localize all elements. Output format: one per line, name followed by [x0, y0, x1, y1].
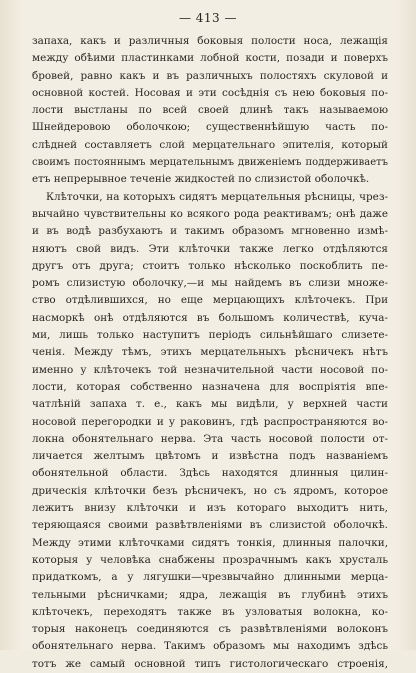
text-line: няютъ свой видъ. Эти клѣточки также легко отдѣляются [32, 242, 388, 255]
text-line: бровей, равно какъ и въ различныхъ полостяхъ скуловой и [32, 69, 388, 82]
text-line: лежитъ внизу клѣточки и изъ котораго выходитъ нить, [32, 502, 388, 515]
text-line: ми, лишь только наступитъ періодъ сильнѣйшаго слизете- [32, 329, 388, 342]
text-line: Шнейдеровою оболочкою; существеннѣйшую часть по- [32, 121, 388, 134]
text-line: теряющаяся своими развѣтвленіями въ слизистой оболочкѣ. [32, 519, 388, 532]
text-line: насморкѣ онѣ отдѣляются въ большомъ количествѣ, куча- [32, 311, 388, 324]
text-line: основной костей. Носовая и эти сосѣднія съ нею боковыя по- [32, 86, 388, 99]
text-line: носовой перегородки и у раковинъ, гдѣ распространяются во- [32, 415, 388, 428]
body-text [32, 33, 388, 673]
text-line: вычайно чувствительны ко всякого рода реактивамъ; онѣ даже [32, 207, 388, 220]
text-line: другъ отъ друга; стоитъ только нѣсколько поскоблить пе- [32, 259, 388, 272]
text-line: торыя наконецъ соединяются съ развѣтвленіями волоконъ [32, 623, 388, 636]
text-line: дрическія клѣточки безъ рѣсничекъ, но съ ядромъ, которое [32, 484, 388, 497]
text-line: обонятельнаго нерва. Такимъ образомъ мы находимъ здѣсь [32, 640, 388, 653]
text-line: придаткомъ, а у лягушки—чрезвычайно длинными мерца- [32, 571, 388, 584]
text-line: ромъ слизистую оболочку,—и мы найдемъ въ слизи множе- [32, 277, 388, 290]
page-number: — 413 — [178, 11, 238, 25]
text-line: етъ непрерывное теченіе жидкостей по слизистой оболочкѣ. [32, 173, 370, 186]
text-line: ство отдѣлившихся, но еще мерцающихъ клѣточекъ. При [32, 294, 388, 307]
text-line: Клѣточки, на которыхъ сидятъ мерцательныя рѣсницы, чрез- [46, 190, 388, 203]
text-line: тельными рѣсничками; ядра, лежащія въ глубинѣ этихъ [32, 588, 388, 601]
text-line: клѣточекъ, переходятъ также въ узловатыя волокна, ко- [32, 605, 388, 618]
text-line: обонятельной области. Здѣсь находятся длинныя цилин- [32, 467, 388, 480]
text-line: Между этими клѣточками сидятъ тонкія, длинныя палочки, [32, 536, 388, 549]
text-line: своимъ постояннымъ мерцательнымъ движеніемъ поддерживаетъ [32, 157, 388, 169]
text-line: запаха, какъ и различныя боковыя полости носа, лежащія [32, 35, 388, 47]
text-line: которыя у человѣка снабжены прозрачнымъ какъ хрусталь [32, 553, 388, 566]
text-line: локна обонятельнаго нерва. Эта часть носовой полости от- [32, 432, 388, 445]
text-line: и въ водѣ разбухаютъ и такимъ образомъ мгновенно измѣ- [32, 225, 388, 238]
text-line: ченія. Между тѣмъ, этихъ мерцательныхъ рѣсничекъ нѣтъ [32, 346, 388, 359]
text-line: между обѣими пластинками лобной кости, позади и поверхъ [32, 52, 388, 65]
text-line: лости, которая собственно назначена для воспріятія впе- [32, 380, 388, 393]
text-line: личается желтымъ цвѣтомъ и извѣстна подъ названіемъ [32, 450, 388, 463]
text-line: слѣдней составляетъ слой мерцательнаго эпителія, который [32, 138, 388, 151]
text-line: именно у клѣточекъ той незначительной части носовой по- [32, 363, 388, 376]
text-line: чатлѣній запаха т. е., какъ мы видѣли, у верхней части [32, 398, 388, 411]
text-line: тотъ же самый основной типъ гистологическаго строенія, [32, 657, 388, 670]
text-line: лости выстланы по всей своей длинѣ такъ называемою [32, 104, 388, 117]
